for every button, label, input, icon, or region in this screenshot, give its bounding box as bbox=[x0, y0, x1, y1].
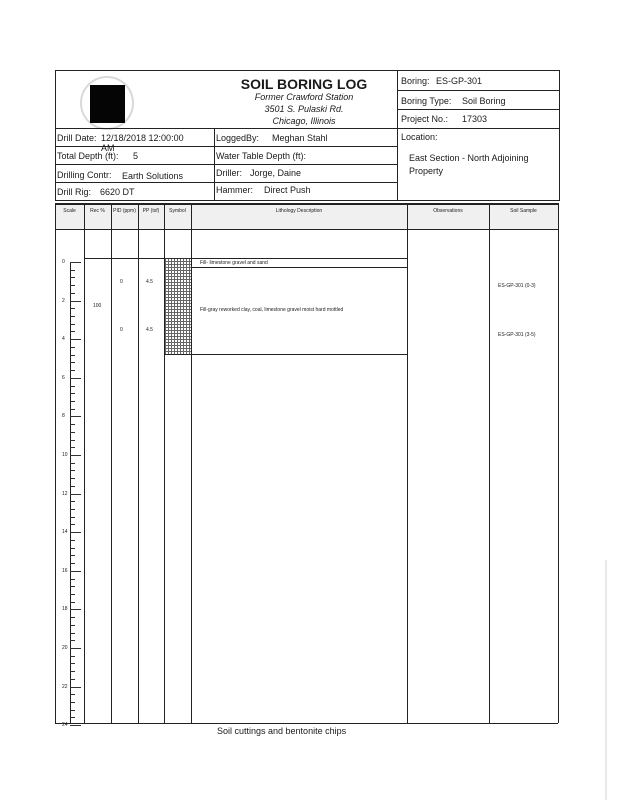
scale-label: 6 bbox=[62, 374, 65, 381]
scale-minor-tick bbox=[70, 679, 75, 680]
layer-bottom-line bbox=[164, 354, 407, 355]
divider bbox=[558, 203, 559, 723]
col-header-rec: Rec % bbox=[90, 208, 105, 214]
scale-minor-tick bbox=[70, 509, 75, 510]
scale-minor-tick bbox=[70, 717, 75, 718]
driller-label: Driller: bbox=[216, 168, 242, 178]
project-label: Project No.: bbox=[401, 114, 449, 124]
scale-minor-tick bbox=[70, 347, 75, 348]
scale-minor-tick bbox=[70, 555, 75, 556]
scale-minor-tick bbox=[70, 586, 75, 587]
pid-value-1: 0 bbox=[120, 279, 123, 285]
scale-label: 16 bbox=[62, 567, 68, 574]
boring-type-value: Soil Boring bbox=[462, 96, 506, 106]
divider bbox=[55, 128, 560, 129]
hammer-value: Direct Push bbox=[264, 185, 311, 195]
drilling-contr-value: Earth Solutions bbox=[122, 171, 184, 181]
scale-major-tick bbox=[70, 571, 81, 572]
divider bbox=[191, 203, 192, 723]
scale-minor-tick bbox=[70, 594, 75, 595]
hammer-label: Hammer: bbox=[216, 185, 254, 195]
scale-major-tick bbox=[70, 648, 81, 649]
scale-major-tick bbox=[70, 301, 81, 302]
scale-label: 20 bbox=[62, 645, 68, 651]
divider bbox=[489, 203, 490, 723]
divider bbox=[55, 723, 558, 724]
lithology-layer-2: Fill-gray reworked clay, coal, limestone gravel moist hard mottled bbox=[200, 307, 344, 313]
drill-date-suffix: AM bbox=[101, 143, 115, 153]
scale-major-tick bbox=[70, 725, 81, 726]
scale-minor-tick bbox=[70, 602, 75, 603]
scale-minor-tick bbox=[70, 540, 75, 541]
scale-major-tick bbox=[70, 455, 81, 456]
divider bbox=[138, 203, 139, 723]
scale-label: 18 bbox=[62, 606, 68, 613]
project-value: 17303 bbox=[462, 114, 488, 124]
col-header-observations: Observations bbox=[433, 208, 463, 214]
fill-symbol-hatch bbox=[165, 258, 191, 354]
divider bbox=[84, 203, 85, 723]
col-header-scale: Scale bbox=[63, 208, 76, 214]
pp-value-1: 4.5 bbox=[146, 279, 153, 285]
scale-minor-tick bbox=[70, 362, 75, 363]
scale-minor-tick bbox=[70, 640, 75, 641]
driller-value: Jorge, Daine bbox=[250, 168, 302, 178]
pid-value-2: 0 bbox=[120, 327, 123, 333]
scale-minor-tick bbox=[70, 563, 75, 564]
scale-minor-tick bbox=[70, 285, 75, 286]
scale-minor-tick bbox=[70, 277, 75, 278]
drill-date-value: 12/18/2018 12:00:00 bbox=[101, 133, 184, 143]
divider bbox=[55, 203, 558, 205]
soil-sample-1: ES-GP-301 (0-3) bbox=[498, 283, 536, 289]
site-city: Chicago, Illinois bbox=[272, 116, 336, 126]
scale-major-tick bbox=[70, 609, 81, 610]
scale-major-tick bbox=[70, 339, 81, 340]
logged-by-label: LoggedBy: bbox=[216, 133, 260, 143]
divider bbox=[55, 203, 56, 723]
scale-minor-tick bbox=[70, 463, 75, 464]
scale-label: 0 bbox=[62, 259, 65, 265]
scale-minor-tick bbox=[70, 440, 75, 441]
scale-minor-tick bbox=[70, 409, 75, 410]
scale-label: 10 bbox=[62, 452, 68, 458]
col-header-pid: PID (ppm) bbox=[113, 208, 136, 214]
footer-note: Soil cuttings and bentonite chips bbox=[217, 726, 347, 736]
layer-top-line bbox=[84, 258, 407, 259]
scale-minor-tick bbox=[70, 478, 75, 479]
scale-minor-tick bbox=[70, 710, 75, 711]
scale-major-tick bbox=[70, 687, 81, 688]
col-header-lithology: Lithology Description bbox=[275, 208, 323, 214]
scale-minor-tick bbox=[70, 393, 75, 394]
scale-label: 22 bbox=[62, 683, 68, 690]
scale-label: 14 bbox=[62, 529, 68, 536]
location-line2: Property bbox=[409, 166, 444, 176]
drilling-contr-label: Drilling Contr: bbox=[57, 170, 112, 180]
site-address: 3501 S. Pulaski Rd. bbox=[264, 104, 344, 114]
scale-minor-tick bbox=[70, 702, 75, 703]
col-header-pp: PP (tsf) bbox=[142, 208, 160, 214]
scale-minor-tick bbox=[70, 633, 75, 634]
scale-minor-tick bbox=[70, 694, 75, 695]
scale-minor-tick bbox=[70, 617, 75, 618]
col-header-symbol: Symbol bbox=[169, 208, 186, 214]
scale-major-tick bbox=[70, 494, 81, 495]
col-header-soil-sample: Soil Sample bbox=[510, 208, 537, 214]
scale-minor-tick bbox=[70, 517, 75, 518]
scale-minor-tick bbox=[70, 579, 75, 580]
scale-minor-tick bbox=[70, 370, 75, 371]
scale-label: 12 bbox=[62, 490, 68, 497]
location-line1: East Section - North Adjoining bbox=[409, 153, 529, 163]
scale-minor-tick bbox=[70, 524, 75, 525]
scale-minor-tick bbox=[70, 432, 75, 433]
scale-minor-tick bbox=[70, 386, 75, 387]
rec-value: 100 bbox=[93, 303, 102, 309]
scale-minor-tick bbox=[70, 355, 75, 356]
scale-major-tick bbox=[70, 416, 81, 417]
divider bbox=[55, 229, 558, 230]
scale-minor-tick bbox=[70, 663, 75, 664]
scale-minor-tick bbox=[70, 316, 75, 317]
scale-label: 2 bbox=[62, 297, 65, 304]
divider bbox=[111, 203, 112, 723]
scale-minor-tick bbox=[70, 656, 75, 657]
scan-edge bbox=[605, 560, 607, 800]
scale-minor-tick bbox=[70, 324, 75, 325]
scale-minor-tick bbox=[70, 293, 75, 294]
divider bbox=[397, 109, 560, 110]
drill-rig-value: 6620 DT bbox=[100, 187, 135, 197]
scale-label: 24 bbox=[62, 722, 68, 729]
scale-major-tick bbox=[70, 378, 81, 379]
scale-label: 8 bbox=[62, 413, 65, 420]
scale-minor-tick bbox=[70, 671, 75, 672]
scale-minor-tick bbox=[70, 401, 75, 402]
divider bbox=[55, 182, 397, 183]
scale-minor-tick bbox=[70, 308, 75, 309]
boring-label: Boring: bbox=[401, 76, 430, 86]
scale-minor-tick bbox=[70, 447, 75, 448]
logo-redaction bbox=[90, 85, 125, 123]
lithology-layer-1: Fill- limestone gravel and sand bbox=[200, 260, 268, 266]
logged-by-value: Meghan Stahl bbox=[272, 133, 328, 143]
drill-date-label: Drill Date: bbox=[57, 133, 97, 143]
scale-major-tick bbox=[70, 262, 81, 263]
scale-minor-tick bbox=[70, 270, 75, 271]
divider bbox=[55, 164, 397, 165]
boring-type-label: Boring Type: bbox=[401, 96, 452, 106]
scale-minor-tick bbox=[70, 424, 75, 425]
drill-rig-label: Drill Rig: bbox=[57, 187, 92, 197]
scale-label: 4 bbox=[62, 336, 65, 343]
divider bbox=[397, 90, 560, 91]
scale-minor-tick bbox=[70, 470, 75, 471]
total-depth-value: 5 bbox=[133, 151, 139, 161]
scale-minor-tick bbox=[70, 625, 75, 626]
layer-boundary-line bbox=[191, 267, 407, 268]
site-name: Former Crawford Station bbox=[254, 92, 354, 102]
scale-minor-tick bbox=[70, 501, 75, 502]
scale-minor-tick bbox=[70, 486, 75, 487]
scale-major-tick bbox=[70, 532, 81, 533]
pp-value-2: 4.5 bbox=[146, 327, 153, 333]
location-label: Location: bbox=[401, 132, 438, 142]
boring-value: ES-GP-301 bbox=[436, 76, 483, 86]
water-table-label: Water Table Depth (ft): bbox=[216, 151, 307, 161]
scale-minor-tick bbox=[70, 331, 75, 332]
divider bbox=[407, 203, 408, 723]
scale-minor-tick bbox=[70, 548, 75, 549]
page-title: SOIL BORING LOG bbox=[240, 76, 368, 92]
total-depth-label: Total Depth (ft): bbox=[57, 151, 119, 161]
soil-sample-2: ES-GP-301 (3-5) bbox=[498, 332, 536, 338]
